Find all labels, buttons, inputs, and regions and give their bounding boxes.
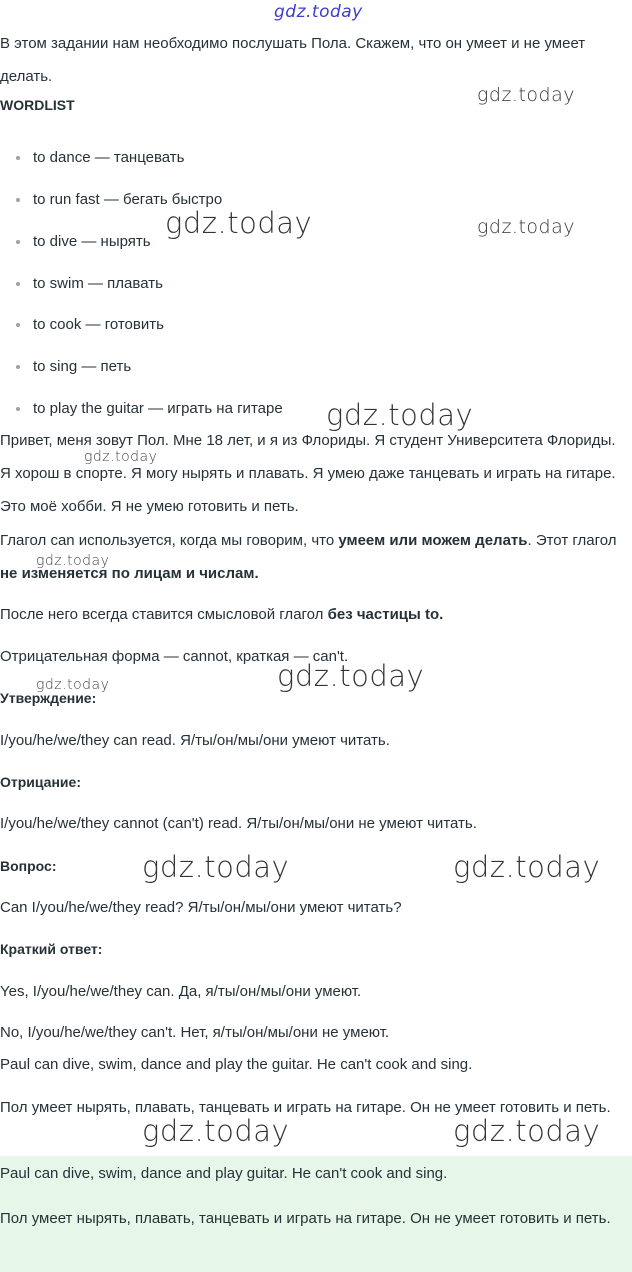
question-label: Вопрос: — [0, 858, 57, 874]
short-no-text: No, I/you/he/we/they can't. Нет, я/ты/он/мы/они не умеют. — [0, 1024, 390, 1041]
answer-en: Paul can dive, swim, dance and play guitar. He can't cook and sing. — [0, 1165, 448, 1182]
list-item: to run fast — бегать быстро — [16, 190, 222, 210]
watermark: gdz.today — [326, 398, 474, 432]
list-item: to play the guitar — играть на гитаре — [16, 399, 283, 419]
watermark: gdz.today — [142, 1114, 290, 1148]
intro-text: В этом задании нам необходимо послушать Пола. Скажем, что он умеет и не умеет делать. — [0, 35, 586, 85]
watermark: gdz.today — [142, 850, 290, 884]
bullet-icon — [16, 365, 20, 369]
watermark: gdz.today — [84, 449, 158, 465]
bullet-icon — [16, 407, 20, 411]
list-item: to dance — танцевать — [16, 148, 184, 168]
watermark: gdz.today — [453, 1114, 601, 1148]
watermark: gdz.today — [453, 850, 601, 884]
list-item: to dive — нырять — [16, 232, 151, 252]
paul-text: Привет, меня зовут Пол. Мне 18 лет, и я из Флориды. Я студент Университета Флориды. Я хорош в спорте. Я могу нырять и плавать. Я умею даже танцевать и играть на гитаре. Это моё хобби. Я не умею готовить и петь. — [0, 432, 616, 515]
answer-ru: Пол умеет нырять, плавать, танцевать и играть на гитаре. Он не умеет готовить и петь. — [0, 1210, 611, 1227]
bullet-icon — [16, 323, 20, 327]
bullet-icon — [16, 240, 20, 244]
bullet-icon — [16, 198, 20, 202]
watermark: gdz.today — [477, 216, 575, 238]
answer-box — [0, 1156, 632, 1272]
short-yes-text: Yes, I/you/he/we/they can. Да, я/ты/он/мы/они умеют. — [0, 983, 362, 1000]
example-ru: Пол умеет нырять, плавать, танцевать и играть на гитаре. Он не умеет готовить и петь. — [0, 1099, 611, 1116]
affirmative-label: Утверждение: — [0, 690, 97, 706]
list-item: to sing — петь — [16, 357, 131, 377]
grammar-negative-form: Отрицательная форма — cannot, краткая — can't. — [0, 648, 349, 665]
watermark: gdz.today — [36, 677, 110, 693]
grammar-after: После него всегда ставится смысловой глагол без частицы to. — [0, 606, 444, 623]
watermark: gdz.today — [277, 659, 425, 693]
bullet-icon — [16, 156, 20, 160]
negative-label: Отрицание: — [0, 774, 81, 790]
grammar-can: Глагол can используется, когда мы говорим, что умеем или можем делать. Этот глагол не изменяется по лицам и числам. — [0, 532, 617, 582]
watermark: gdz.today — [165, 206, 313, 240]
wordlist-heading: WORDLIST — [0, 97, 75, 113]
short-answer-label: Краткий ответ: — [0, 941, 103, 957]
watermark: gdz.today — [274, 2, 363, 22]
question-text: Can I/you/he/we/they read? Я/ты/он/мы/они умеют читать? — [0, 899, 402, 916]
bullet-icon — [16, 282, 20, 286]
example-en: Paul can dive, swim, dance and play the guitar. He can't cook and sing. — [0, 1056, 473, 1073]
negative-text: I/you/he/we/they cannot (can't) read. Я/ты/он/мы/они не умеют читать. — [0, 815, 477, 832]
watermark: gdz.today — [36, 553, 110, 569]
affirmative-text: I/you/he/we/they can read. Я/ты/он/мы/они умеют читать. — [0, 732, 390, 749]
watermark: gdz.today — [477, 84, 575, 106]
list-item: to swim — плавать — [16, 274, 163, 294]
list-item: to cook — готовить — [16, 315, 164, 335]
